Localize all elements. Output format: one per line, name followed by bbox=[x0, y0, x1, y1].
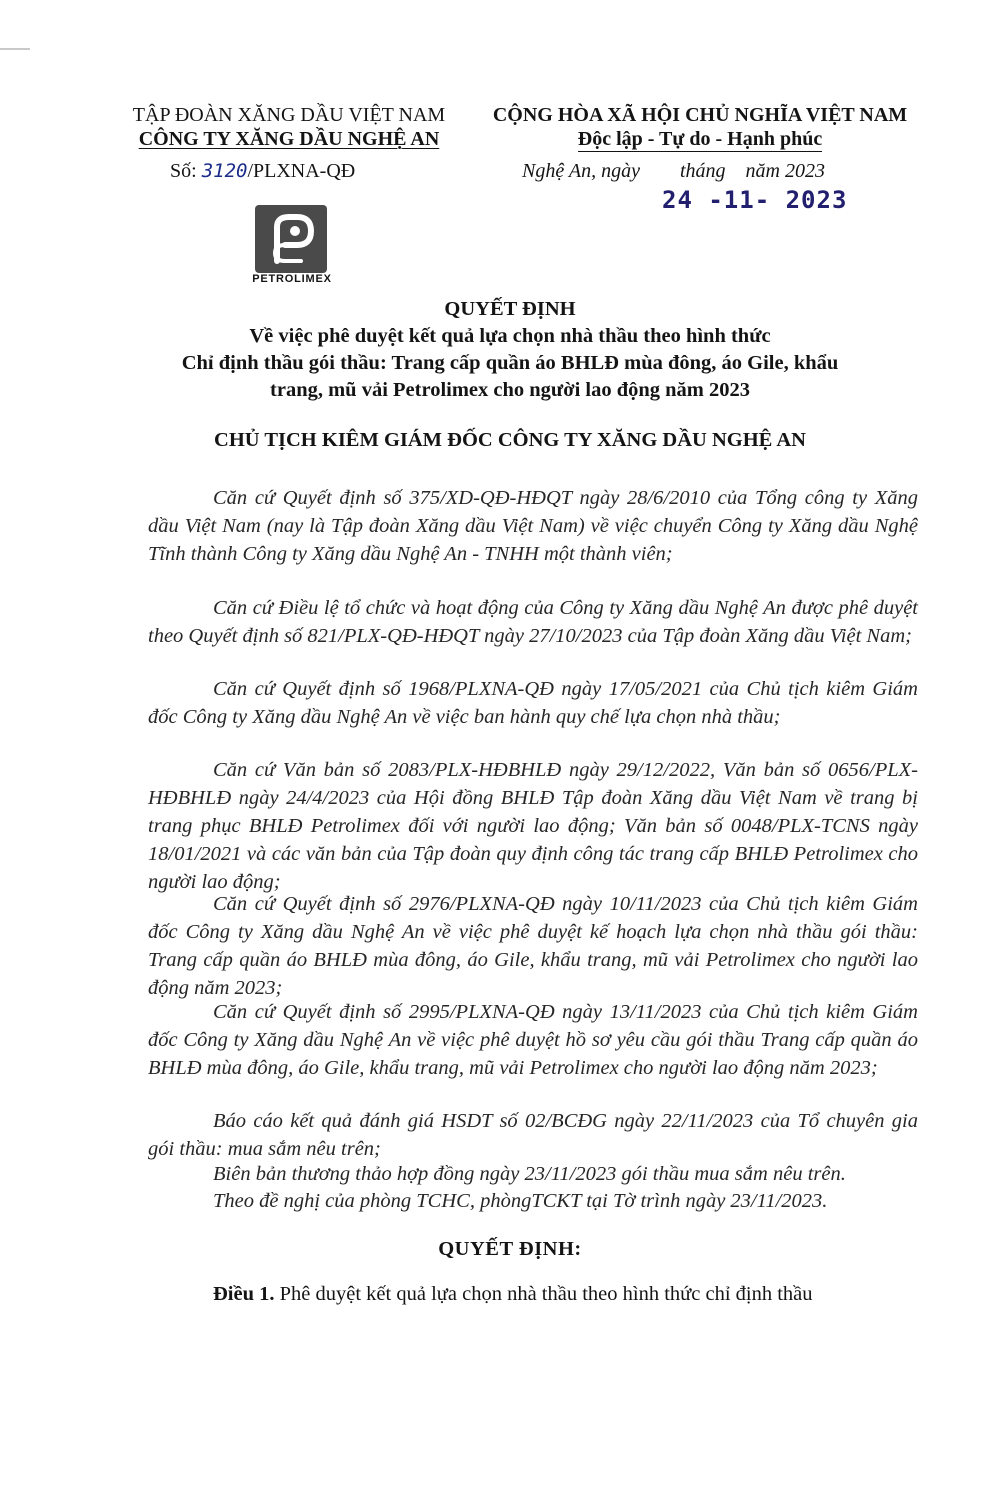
decision-title bbox=[90, 296, 930, 404]
decision-heading: QUYẾT ĐỊNH: bbox=[438, 1238, 582, 1260]
number-handwritten: 3120 bbox=[201, 160, 248, 182]
basis-paragraph-4: Căn cứ Văn bản số 2083/PLX-HĐBHLĐ ngày 29/12/2022, Văn bản số 0656/PLX-HĐBHLĐ ngày 24/4/2023 của Hội đồng BHLĐ Tập đoàn Xăng dầu Việt Nam về trang bị trang phục BHLĐ Petrolimex đối với người lao động; Văn bản số 0048/PLX-TCNS ngày 18/01/2021 và các văn bản của Tập đoàn quy định công tác trang cấp BHLĐ Petrolimex cho người lao động; bbox=[148, 759, 918, 893]
number-prefix: Số: bbox=[170, 160, 197, 182]
org-header bbox=[128, 103, 450, 151]
basis-paragraph-1: Căn cứ Quyết định số 375/XD-QĐ-HĐQT ngày 28/6/2010 của Tổng công ty Xăng dầu Việt Nam (nay là Tập đoàn Xăng dầu Việt Nam) về việc chuyển Công ty Xăng dầu Nghệ Tĩnh thành Công ty Xăng dầu Nghệ An - TNHH một thành viên; bbox=[148, 487, 918, 565]
nation-motto: Độc lập - Tự do - Hạnh phúc bbox=[577, 128, 823, 150]
title-line-1: Về việc phê duyệt kết quả lựa chọn nhà thầu theo hình thức bbox=[249, 325, 771, 347]
issuer-title: CHỦ TỊCH KIÊM GIÁM ĐỐC CÔNG TY XĂNG DẦU NGHỆ AN bbox=[214, 429, 806, 451]
number-suffix: /PLXNA-QĐ bbox=[247, 160, 356, 182]
title-heading: QUYẾT ĐỊNH bbox=[444, 298, 576, 320]
article-1-label: Điều 1. bbox=[213, 1283, 275, 1305]
basis-paragraph-5: Căn cứ Quyết định số 2976/PLXNA-QĐ ngày 10/11/2023 của Chủ tịch kiêm Giám đốc Công ty Xăng dầu Nghệ An về việc phê duyệt kế hoạch lựa chọn nhà thầu gói thầu: Trang cấp quần áo BHLĐ mùa đông, áo Gile, khẩu trang, mũ vải Petrolimex cho người lao động năm 2023; bbox=[148, 893, 918, 999]
basis-paragraph-9: Theo đề nghị của phòng TCHC, phòngTCKT tại Tờ trình ngày 23/11/2023. bbox=[213, 1190, 828, 1212]
national-header bbox=[470, 103, 930, 151]
basis-paragraph-2: Căn cứ Điều lệ tổ chức và hoạt động của Công ty Xăng dầu Nghệ An được phê duyệt theo Quyết định số 821/PLX-QĐ-HĐQT ngày 27/10/2023 của Tập đoàn Xăng dầu Việt Nam; bbox=[148, 597, 918, 647]
title-line-3: trang, mũ vải Petrolimex cho người lao động năm 2023 bbox=[270, 379, 750, 401]
date-stamp: 24 -11- 2023 bbox=[662, 186, 848, 214]
logo-wordmark: PETROLIMEX bbox=[252, 273, 332, 285]
scan-mark bbox=[0, 48, 30, 50]
petrolimex-logo-icon bbox=[255, 205, 327, 273]
nation-title: CỘNG HÒA XÃ HỘI CHỦ NGHĨA VIỆT NAM bbox=[492, 104, 908, 126]
article-1-text: Phê duyệt kết quả lựa chọn nhà thầu theo hình thức chỉ định thầu bbox=[279, 1283, 813, 1305]
basis-paragraph-8: Biên bản thương thảo hợp đồng ngày 23/11/2023 gói thầu mua sắm nêu trên. bbox=[213, 1163, 846, 1185]
org-line-1: TẬP ĐOÀN XĂNG DẦU VIỆT NAM bbox=[132, 104, 446, 126]
basis-paragraph-3: Căn cứ Quyết định số 1968/PLXNA-QĐ ngày 17/05/2021 của Chủ tịch kiêm Giám đốc Công ty Xăng dầu Nghệ An về việc ban hành quy chế lựa chọn nhà thầu; bbox=[148, 678, 918, 728]
basis-paragraph-6: Căn cứ Quyết định số 2995/PLXNA-QĐ ngày 13/11/2023 của Chủ tịch kiêm Giám đốc Công ty Xăng dầu Nghệ An về việc phê duyệt hồ sơ yêu cầu gói thầu Trang cấp quần áo BHLĐ mùa đông, áo Gile, khẩu trang, mũ vải Petrolimex cho người lao động năm 2023; bbox=[148, 1001, 918, 1079]
basis-paragraph-7: Báo cáo kết quả đánh giá HSDT số 02/BCĐG ngày 22/11/2023 của Tổ chuyên gia gói thầu: mua sắm nêu trên; bbox=[148, 1110, 918, 1160]
org-line-2: CÔNG TY XĂNG DẦU NGHỆ AN bbox=[138, 128, 440, 150]
article-1 bbox=[213, 1283, 813, 1306]
title-line-2: Chỉ định thầu gói thầu: Trang cấp quần áo BHLĐ mùa đông, áo Gile, khẩu bbox=[181, 352, 839, 374]
date-line: Nghệ An, ngày tháng năm 2023 bbox=[522, 160, 825, 182]
document-number bbox=[170, 160, 355, 183]
